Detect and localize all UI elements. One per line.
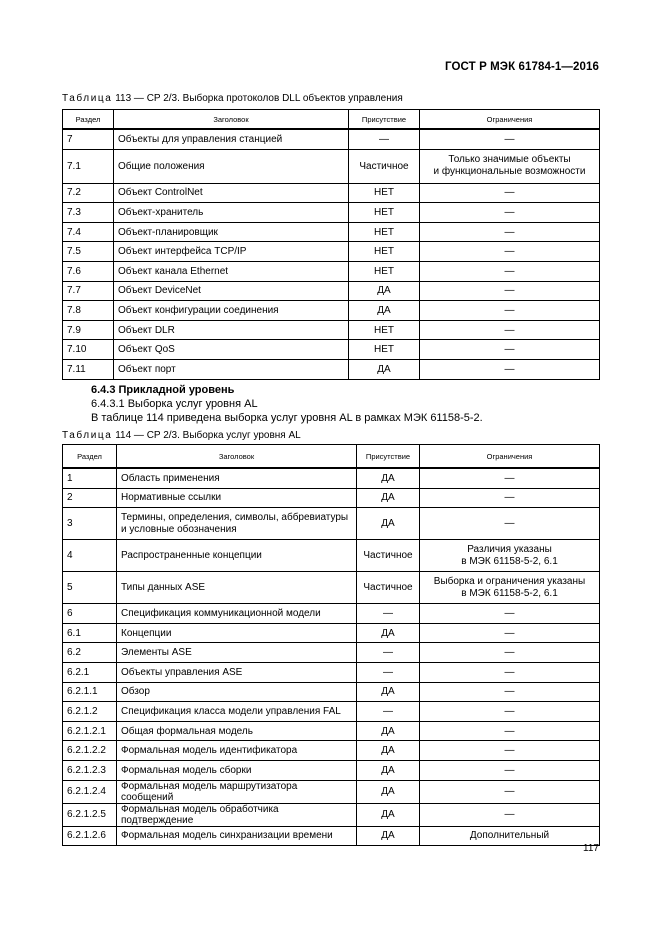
table-cell: ДА bbox=[357, 826, 420, 846]
table-cell: 7.9 bbox=[63, 320, 114, 340]
table-cell: Объект DLR bbox=[114, 320, 349, 340]
table-cell: Различия указаны в МЭК 61158-5-2, 6.1 bbox=[420, 540, 600, 572]
table-cell: НЕТ bbox=[349, 261, 420, 281]
table-cell: 6.2.1.2.2 bbox=[63, 741, 117, 761]
table-cell: Объект интерфейса TCP/IP bbox=[114, 242, 349, 262]
table-cell: ДА bbox=[357, 488, 420, 508]
table-cell: — bbox=[420, 261, 600, 281]
table-cell: 7.5 bbox=[63, 242, 114, 262]
table-cell: 6.2.1.2.3 bbox=[63, 760, 117, 780]
table-cell: — bbox=[420, 604, 600, 624]
table-row bbox=[63, 203, 600, 223]
table-cell: НЕТ bbox=[349, 320, 420, 340]
caption-text: 113 — CP 2/3. Выборка протоколов DLL объектов управления bbox=[115, 93, 403, 104]
table-cell: — bbox=[349, 129, 420, 149]
table-cell: Спецификация коммуникационной модели bbox=[117, 604, 357, 624]
table-cell: Типы данных ASE bbox=[117, 572, 357, 604]
table-cell: Нормативные ссылки bbox=[117, 488, 357, 508]
table-cell: 6.2.1.2.4 bbox=[63, 780, 117, 803]
table-cell: — bbox=[420, 301, 600, 321]
table-cell: 6.2.1.2.1 bbox=[63, 721, 117, 741]
table-cell: Объект-хранитель bbox=[114, 203, 349, 223]
table-cell: ДА bbox=[357, 508, 420, 540]
table-cell: Только значимые объекты и функциональные возможности bbox=[420, 149, 600, 183]
table-cell: Элементы ASE bbox=[117, 643, 357, 663]
table-cell: — bbox=[420, 741, 600, 761]
table-cell: — bbox=[420, 643, 600, 663]
table-row bbox=[63, 780, 600, 803]
table-row bbox=[63, 320, 600, 340]
section-heading: 6.4.3 Прикладной уровень bbox=[91, 384, 235, 396]
table-cell: Общие положения bbox=[114, 149, 349, 183]
table-cell: 5 bbox=[63, 572, 117, 604]
table-cell: Формальная модель идентификатора bbox=[117, 741, 357, 761]
table-cell: 6.2.1.2.6 bbox=[63, 826, 117, 846]
table-row bbox=[63, 222, 600, 242]
table-cell: Выборка и ограничения указаны в МЭК 61158-5-2, 6.1 bbox=[420, 572, 600, 604]
table-row bbox=[63, 508, 600, 540]
table-cell: — bbox=[420, 340, 600, 360]
table-cell: Объекты для управления станцией bbox=[114, 129, 349, 149]
table-cell: 6.2.1.1 bbox=[63, 682, 117, 702]
table-row bbox=[63, 803, 600, 826]
table-cell: 7.7 bbox=[63, 281, 114, 301]
table-cell: — bbox=[420, 183, 600, 203]
table-cell: ДА bbox=[349, 359, 420, 379]
table-114 bbox=[62, 444, 600, 846]
table-cell: — bbox=[357, 643, 420, 663]
table-cell: — bbox=[420, 803, 600, 826]
table-cell: 7.10 bbox=[63, 340, 114, 360]
table-cell: — bbox=[357, 702, 420, 722]
table-114-caption bbox=[62, 430, 301, 441]
table-cell: НЕТ bbox=[349, 222, 420, 242]
table-cell: 6.2.1.2 bbox=[63, 702, 117, 722]
table-cell: Распространенные концепции bbox=[117, 540, 357, 572]
table-row bbox=[63, 468, 600, 488]
table-row bbox=[63, 662, 600, 682]
table-row bbox=[63, 760, 600, 780]
table-cell: Объект QoS bbox=[114, 340, 349, 360]
table-cell: Концепции bbox=[117, 623, 357, 643]
table-row bbox=[63, 340, 600, 360]
table-row bbox=[63, 741, 600, 761]
table-cell: — bbox=[420, 780, 600, 803]
table-cell: 6.2 bbox=[63, 643, 117, 663]
table-cell: — bbox=[357, 662, 420, 682]
table-cell: — bbox=[420, 488, 600, 508]
table-cell: 7 bbox=[63, 129, 114, 149]
table-row bbox=[63, 149, 600, 183]
column-header: Присутствие bbox=[349, 110, 420, 130]
table-cell: Формальная модель обработчика подтверждение bbox=[117, 803, 357, 826]
table-row bbox=[63, 682, 600, 702]
table-cell: ДА bbox=[357, 682, 420, 702]
table-cell: ДА bbox=[357, 760, 420, 780]
column-header: Присутствие bbox=[357, 445, 420, 469]
table-cell: — bbox=[420, 721, 600, 741]
table-cell: 6.2.1 bbox=[63, 662, 117, 682]
table-cell: 7.4 bbox=[63, 222, 114, 242]
table-cell: 1 bbox=[63, 468, 117, 488]
table-cell: — bbox=[420, 203, 600, 223]
table-row bbox=[63, 623, 600, 643]
table-row bbox=[63, 572, 600, 604]
table-row bbox=[63, 721, 600, 741]
table-cell: Обзор bbox=[117, 682, 357, 702]
table-cell: 6 bbox=[63, 604, 117, 624]
table-114-body bbox=[63, 468, 600, 846]
table-cell: Формальная модель синхранизации времени bbox=[117, 826, 357, 846]
table-cell: Частичное bbox=[357, 572, 420, 604]
table-row bbox=[63, 826, 600, 846]
table-header-row bbox=[63, 110, 600, 130]
table-cell: Область применения bbox=[117, 468, 357, 488]
table-cell: 7.6 bbox=[63, 261, 114, 281]
column-header: Ограничения bbox=[420, 445, 600, 469]
table-cell: — bbox=[420, 508, 600, 540]
table-cell: Объект канала Ethernet bbox=[114, 261, 349, 281]
page-number: 117 bbox=[583, 843, 599, 854]
table-cell: Объект конфигурации соединения bbox=[114, 301, 349, 321]
table-row bbox=[63, 242, 600, 262]
table-cell: Формальная модель сборки bbox=[117, 760, 357, 780]
table-cell: 7.2 bbox=[63, 183, 114, 203]
table-cell: — bbox=[420, 129, 600, 149]
table-row bbox=[63, 183, 600, 203]
table-cell: — bbox=[420, 281, 600, 301]
table-cell: НЕТ bbox=[349, 340, 420, 360]
table-row bbox=[63, 301, 600, 321]
table-cell: 7.8 bbox=[63, 301, 114, 321]
table-cell: Объект ControlNet bbox=[114, 183, 349, 203]
table-cell: — bbox=[420, 702, 600, 722]
table-cell: Частичное bbox=[349, 149, 420, 183]
table-113-caption bbox=[62, 93, 403, 104]
table-cell: — bbox=[420, 760, 600, 780]
table-row bbox=[63, 488, 600, 508]
table-row bbox=[63, 540, 600, 572]
column-header: Заголовок bbox=[114, 110, 349, 130]
table-cell: Формальная модель маршрутизатора сообщений bbox=[117, 780, 357, 803]
caption-label: Таблица bbox=[62, 93, 113, 104]
table-cell: ДА bbox=[349, 301, 420, 321]
table-row bbox=[63, 604, 600, 624]
table-cell: НЕТ bbox=[349, 242, 420, 262]
table-cell: 4 bbox=[63, 540, 117, 572]
document-id: ГОСТ Р МЭК 61784-1—2016 bbox=[445, 61, 599, 73]
table-row bbox=[63, 702, 600, 722]
table-cell: Объекты управления ASE bbox=[117, 662, 357, 682]
table-cell: 3 bbox=[63, 508, 117, 540]
table-cell: — bbox=[420, 359, 600, 379]
table-cell: ДА bbox=[357, 721, 420, 741]
section-paragraph: В таблице 114 приведена выборка услуг уровня AL в рамках МЭК 61158-5-2. bbox=[91, 412, 483, 424]
table-cell: ДА bbox=[357, 623, 420, 643]
table-cell: — bbox=[420, 242, 600, 262]
table-cell: Объект порт bbox=[114, 359, 349, 379]
table-row bbox=[63, 261, 600, 281]
table-row bbox=[63, 359, 600, 379]
table-cell: НЕТ bbox=[349, 203, 420, 223]
table-113 bbox=[62, 109, 600, 380]
table-cell: Частичное bbox=[357, 540, 420, 572]
table-cell: — bbox=[420, 623, 600, 643]
table-cell: Общая формальная модель bbox=[117, 721, 357, 741]
table-header-row bbox=[63, 445, 600, 469]
table-cell: — bbox=[357, 604, 420, 624]
caption-text: 114 — CP 2/3. Выборка услуг уровня AL bbox=[115, 430, 301, 441]
table-cell: — bbox=[420, 662, 600, 682]
table-cell: Спецификация класса модели управления FAL bbox=[117, 702, 357, 722]
table-cell: 7.11 bbox=[63, 359, 114, 379]
caption-label: Таблица bbox=[62, 430, 113, 441]
table-row bbox=[63, 643, 600, 663]
table-cell: — bbox=[420, 222, 600, 242]
table-cell: Дополнительный bbox=[420, 826, 600, 846]
table-cell: НЕТ bbox=[349, 183, 420, 203]
table-cell: ДА bbox=[357, 803, 420, 826]
table-cell: 6.1 bbox=[63, 623, 117, 643]
table-row bbox=[63, 129, 600, 149]
table-cell: 6.2.1.2.5 bbox=[63, 803, 117, 826]
table-cell: ДА bbox=[357, 741, 420, 761]
column-header: Раздел bbox=[63, 110, 114, 130]
table-cell: ДА bbox=[349, 281, 420, 301]
table-row bbox=[63, 281, 600, 301]
column-header: Раздел bbox=[63, 445, 117, 469]
table-113-body bbox=[63, 129, 600, 379]
column-header: Ограничения bbox=[420, 110, 600, 130]
table-cell: Объект-планировщик bbox=[114, 222, 349, 242]
column-header: Заголовок bbox=[117, 445, 357, 469]
table-cell: ДА bbox=[357, 468, 420, 488]
table-cell: — bbox=[420, 682, 600, 702]
table-cell: 2 bbox=[63, 488, 117, 508]
table-cell: — bbox=[420, 468, 600, 488]
table-cell: — bbox=[420, 320, 600, 340]
table-cell: ДА bbox=[357, 780, 420, 803]
table-cell: 7.3 bbox=[63, 203, 114, 223]
table-cell: Термины, определения, символы, аббревиатуры и условные обозначения bbox=[117, 508, 357, 540]
table-cell: Объект DeviceNet bbox=[114, 281, 349, 301]
table-cell: 7.1 bbox=[63, 149, 114, 183]
section-subheading: 6.4.3.1 Выборка услуг уровня AL bbox=[91, 398, 258, 410]
